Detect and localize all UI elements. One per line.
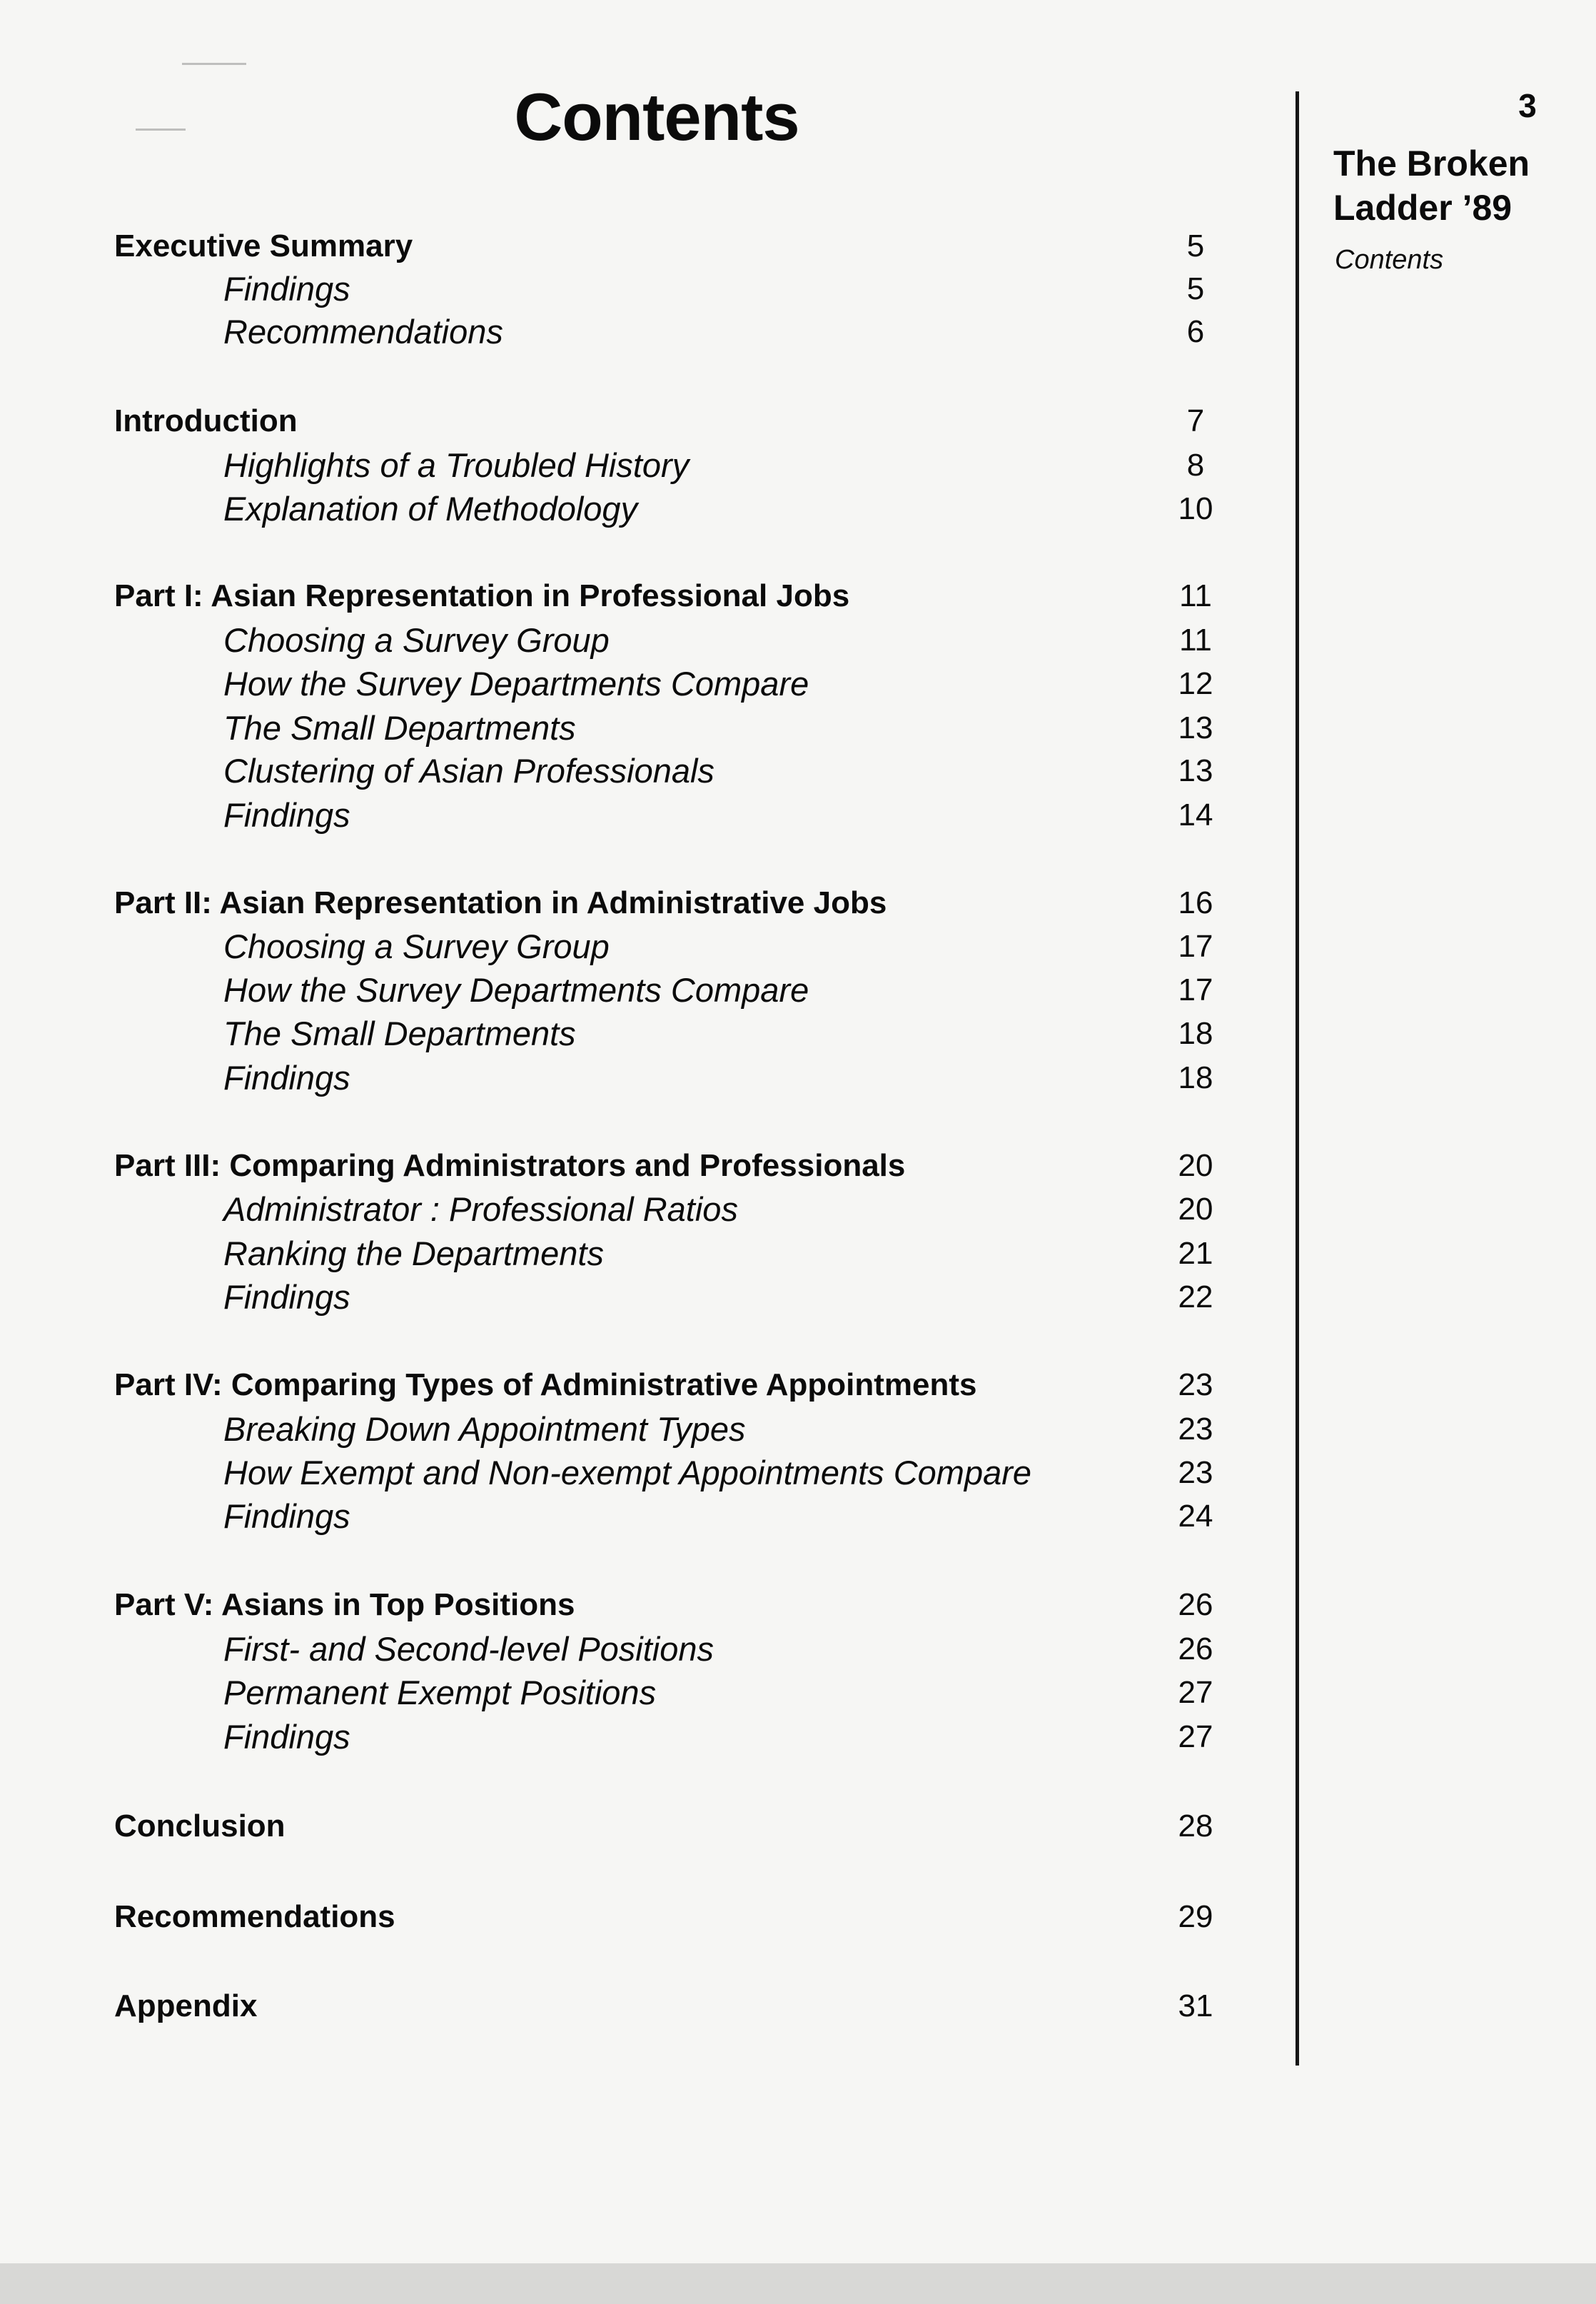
toc-subentry xyxy=(0,969,1285,1012)
toc-entry-label: Findings xyxy=(223,1497,350,1535)
toc-page-number: 27 xyxy=(1178,1719,1213,1754)
toc-page-number: 12 xyxy=(1178,666,1213,701)
toc-entry-label: Recommendations xyxy=(223,313,503,351)
toc-section-entry xyxy=(0,1364,1285,1407)
toc-page-number: 21 xyxy=(1178,1236,1213,1271)
toc-page-number: 29 xyxy=(1178,1899,1213,1934)
toc-subentry xyxy=(0,311,1285,353)
toc-entry-label: Findings xyxy=(223,1718,350,1756)
sidebar-title-line1: The Broken xyxy=(1333,144,1530,183)
toc-entry-label: Administrator : Professional Ratios xyxy=(223,1190,738,1228)
toc-page-number: 24 xyxy=(1178,1499,1213,1534)
scan-margin xyxy=(0,2263,1596,2304)
toc-page-number: 7 xyxy=(1186,403,1205,438)
toc-entry-label: The Small Departments xyxy=(223,709,576,747)
toc-page-number: 14 xyxy=(1178,798,1213,832)
toc-entry-label: Clustering of Asian Professionals xyxy=(223,752,714,790)
toc-entry-label: Explanation of Methodology xyxy=(223,490,638,528)
toc-page-number: 23 xyxy=(1178,1367,1213,1402)
toc-entry-label: Part I: Asian Representation in Professional Jobs xyxy=(114,578,850,613)
toc-page-number: 20 xyxy=(1178,1192,1213,1227)
toc-subentry xyxy=(0,1495,1285,1538)
toc-page-number: 5 xyxy=(1186,271,1205,306)
toc-page-number: 18 xyxy=(1178,1016,1213,1051)
toc-entry-label: Breaking Down Appointment Types xyxy=(223,1410,746,1448)
toc-page-number: 23 xyxy=(1178,1455,1213,1490)
toc-entry-label: Appendix xyxy=(114,1988,258,2023)
toc-section-entry xyxy=(0,575,1285,618)
toc-section-entry xyxy=(0,225,1285,268)
toc-page-number: 20 xyxy=(1178,1148,1213,1183)
toc-entry-label: How the Survey Departments Compare xyxy=(223,665,809,703)
page-number: 3 xyxy=(1518,87,1537,124)
toc-page-number: 31 xyxy=(1178,1988,1213,2023)
toc-section-entry xyxy=(0,1584,1285,1626)
toc-page-number: 17 xyxy=(1178,972,1213,1007)
toc-entry-label: Findings xyxy=(223,1059,350,1097)
toc-section-entry xyxy=(0,1145,1285,1187)
toc-page-number: 13 xyxy=(1178,753,1213,788)
toc-entry-label: How the Survey Departments Compare xyxy=(223,971,809,1009)
toc-page-number: 11 xyxy=(1179,623,1212,658)
toc-subentry xyxy=(0,1276,1285,1319)
page-title: Contents xyxy=(514,79,799,154)
toc-subentry xyxy=(0,1628,1285,1671)
toc-section-entry xyxy=(0,882,1285,925)
toc-entry-label: Introduction xyxy=(114,403,298,438)
toc-page-number: 6 xyxy=(1186,314,1205,349)
toc-page-number: 18 xyxy=(1178,1060,1213,1095)
toc-page-number: 26 xyxy=(1178,1631,1213,1666)
toc-subentry xyxy=(0,619,1285,662)
toc-subentry xyxy=(0,663,1285,705)
toc-subentry xyxy=(0,1232,1285,1275)
toc-section-entry xyxy=(0,1805,1285,1848)
toc-entry-label: First- and Second-level Positions xyxy=(223,1630,714,1668)
toc-page-number: 17 xyxy=(1178,929,1213,964)
toc-page-number: 27 xyxy=(1178,1675,1213,1710)
toc-entry-label: Choosing a Survey Group xyxy=(223,621,610,659)
toc-entry-label: Conclusion xyxy=(114,1809,286,1843)
toc-entry-label: Part II: Asian Representation in Administrative Jobs xyxy=(114,885,887,920)
toc-page-number: 16 xyxy=(1178,885,1213,920)
sidebar-title-line2: Ladder ’89 xyxy=(1333,188,1512,228)
toc-page-number: 26 xyxy=(1178,1587,1213,1622)
toc-entry-label: How Exempt and Non-exempt Appointments Compare xyxy=(223,1454,1032,1491)
toc-entry-label: Part III: Comparing Administrators and Professionals xyxy=(114,1148,906,1183)
toc-page-number: 23 xyxy=(1178,1412,1213,1447)
sidebar-subtitle: Contents xyxy=(1335,245,1444,275)
toc-section-entry xyxy=(0,1896,1285,1938)
toc-subentry xyxy=(0,1716,1285,1759)
toc-subentry xyxy=(0,1057,1285,1100)
toc-subentry xyxy=(0,1188,1285,1231)
toc-subentry xyxy=(0,794,1285,837)
toc-page-number: 8 xyxy=(1186,448,1205,483)
toc-subentry xyxy=(0,707,1285,750)
toc-subentry xyxy=(0,444,1285,487)
toc-page-number: 13 xyxy=(1178,710,1213,745)
toc-page-number: 11 xyxy=(1179,578,1212,613)
toc-entry-label: Ranking the Departments xyxy=(223,1234,604,1272)
toc-subentry xyxy=(0,1012,1285,1055)
toc-page-number: 22 xyxy=(1178,1279,1213,1314)
toc-subentry xyxy=(0,1408,1285,1451)
toc-entry-label: Executive Summary xyxy=(114,228,413,263)
toc-subentry xyxy=(0,1452,1285,1494)
toc-entry-label: Recommendations xyxy=(114,1899,395,1934)
toc-entry-label: Findings xyxy=(223,796,350,834)
toc-subentry xyxy=(0,1671,1285,1714)
toc-entry-label: Findings xyxy=(223,270,350,308)
toc-entry-label: The Small Departments xyxy=(223,1015,576,1052)
toc-entry-label: Part IV: Comparing Types of Administrative Appointments xyxy=(114,1367,977,1402)
toc-subentry xyxy=(0,925,1285,968)
sidebar-title xyxy=(1333,141,1562,230)
toc-page-number: 5 xyxy=(1186,228,1205,263)
toc-page-number: 10 xyxy=(1178,491,1213,526)
toc-page-number: 28 xyxy=(1178,1809,1213,1843)
toc-subentry xyxy=(0,488,1285,530)
toc-entry-label: Highlights of a Troubled History xyxy=(223,446,690,484)
toc-subentry xyxy=(0,268,1285,311)
vertical-divider xyxy=(1296,91,1299,2066)
toc-entry-label: Part V: Asians in Top Positions xyxy=(114,1587,575,1622)
toc-section-entry xyxy=(0,1985,1285,2028)
toc-entry-label: Permanent Exempt Positions xyxy=(223,1674,657,1711)
toc-entry-label: Findings xyxy=(223,1278,350,1316)
toc-section-entry xyxy=(0,400,1285,443)
toc-subentry xyxy=(0,750,1285,793)
toc-entry-label: Choosing a Survey Group xyxy=(223,927,610,965)
